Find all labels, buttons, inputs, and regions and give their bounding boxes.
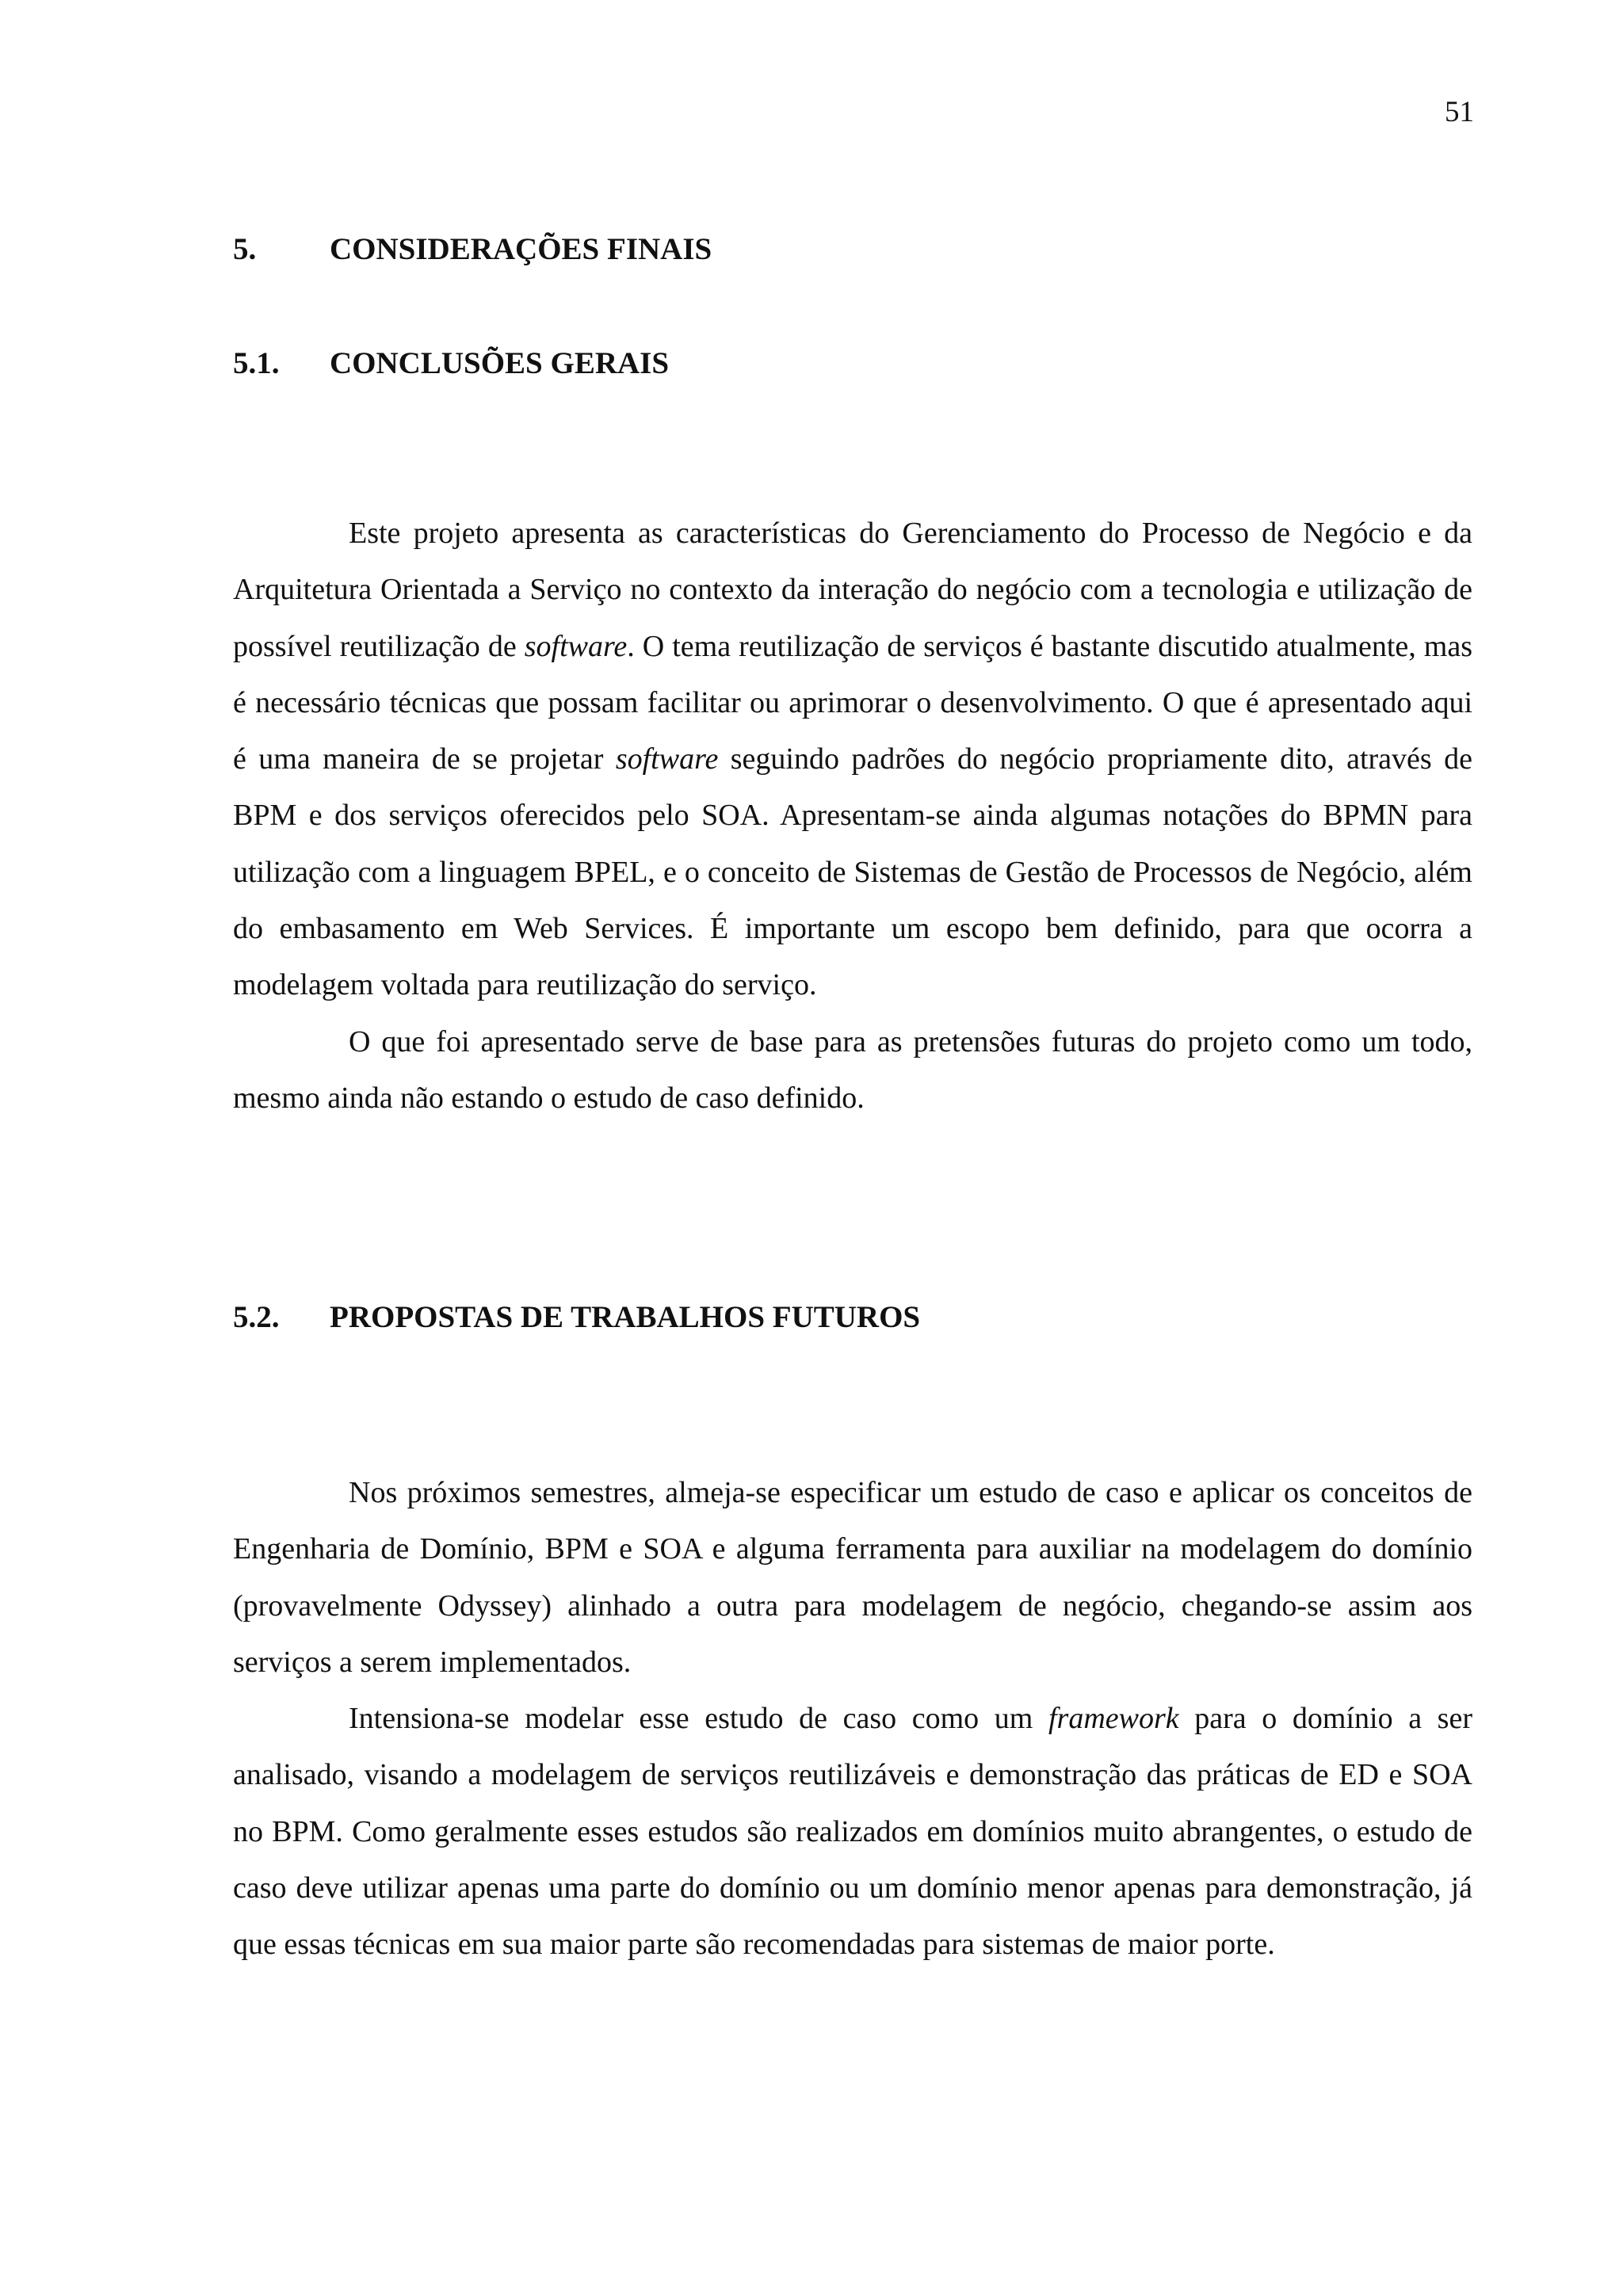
- text-run: . O tema reutilização de serviços é bastante discutido atualmente, mas é necessário técnicas que possam facilitar ou aprimorar o desenvolvimento. O que é apresentado aqui é uma maneira de se projetar: [233, 629, 1473, 776]
- italic-term: software: [524, 629, 628, 663]
- section-body-propostas: [233, 1465, 1472, 1974]
- section-title: CONCLUSÕES GERAIS: [330, 346, 670, 380]
- text-run: O que foi apresentado serve de base para as pretensões futuras do projeto como um todo, mesmo ainda não estando o estudo de caso definido.: [233, 1024, 1472, 1115]
- page-number: 51: [1445, 96, 1474, 128]
- italic-term: software: [615, 742, 719, 776]
- text-run: Intensiona-se modelar esse estudo de caso como um: [349, 1702, 1048, 1736]
- chapter-title: CONSIDERAÇÕES FINAIS: [330, 232, 712, 266]
- section-heading-propostas: [233, 1299, 920, 1335]
- italic-term: framework: [1048, 1702, 1179, 1736]
- section-number: 5.1.: [233, 346, 280, 380]
- paragraph: [233, 505, 1472, 1014]
- paragraph: [233, 1014, 1472, 1127]
- chapter-heading: [233, 231, 712, 267]
- text-run: para o domínio a ser analisado, visando a modelagem de serviços reutilizáveis e demonstração das práticas de ED e SOA no BPM. Como geralmente esses estudos são realizados em domínios muito abrangentes, o estudo de caso deve utilizar apenas uma parte do domínio ou um domínio menor apenas para demonstração, já que essas técnicas em sua maior parte são recomendadas para sistemas de maior porte.: [233, 1702, 1472, 1962]
- section-heading-conclusoes: [233, 345, 669, 381]
- text-run: Nos próximos semestres, almeja-se especificar um estudo de caso e aplicar os conceitos de Engenharia de Domínio, BPM e SOA e alguma ferramenta para auxiliar na modelagem do domínio (provavelmente Odyssey) alinhado a outra para modelagem de negócio, chegando-se assim aos serviços a serem implementados.: [233, 1476, 1472, 1679]
- paragraph: [233, 1691, 1472, 1973]
- section-number: 5.2.: [233, 1300, 280, 1334]
- paragraph: [233, 1465, 1472, 1691]
- text-run: Este projeto apresenta as características do Gerenciamento do Processo de Negócio e da Arquitetura Orientada a Serviço no contexto da interação do negócio com a tecnologia e utilização de possível reutilização de: [233, 517, 1472, 663]
- text-run: seguindo padrões do negócio propriamente dito, através de BPM e dos serviços oferecidos pelo SOA. Apresentam-se ainda algumas notações do BPMN para utilização com a linguagem BPEL, e o conceito de Sistemas de Gestão de Processos de Negócio, além do embasamento em Web Services. É importante um escopo bem definido, para que ocorra a modelagem voltada para reutilização do serviço.: [233, 742, 1472, 1002]
- section-body-conclusoes: [233, 505, 1472, 1127]
- section-title: PROPOSTAS DE TRABALHOS FUTUROS: [330, 1300, 921, 1334]
- chapter-number: 5.: [233, 232, 257, 266]
